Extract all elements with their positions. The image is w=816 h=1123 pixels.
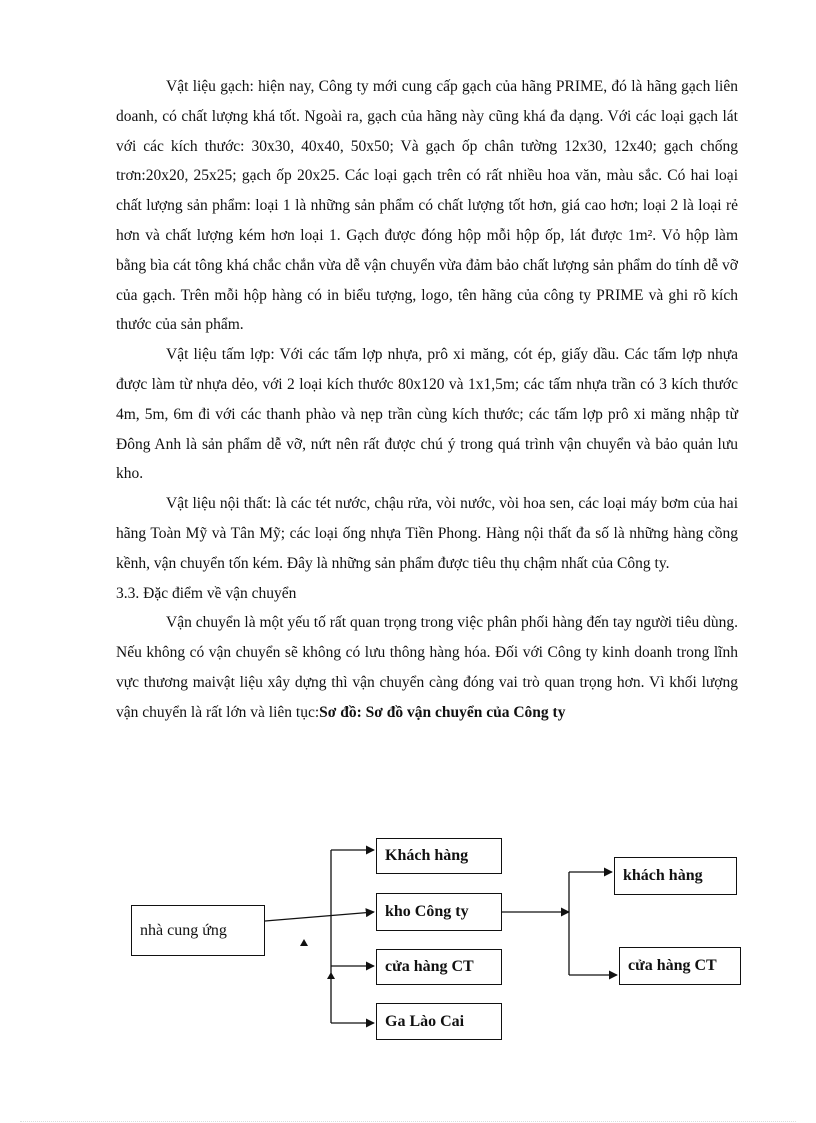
warehouse-box bbox=[376, 893, 502, 931]
supplier-label: nhà cung ứng bbox=[140, 921, 227, 939]
footer-divider bbox=[20, 1121, 796, 1122]
paragraph-tiles: Vật liệu gạch: hiện nay, Công ty mới cung cấp gạch của hãng PRIME, đó là hãng gạch liên doanh, có chất lượng khá tốt. Ngoài ra, gạch của hãng này cũng khá đa dạng. Với các loại gạch lát với các kích thước: 30x30, 40x40, 50x50; Và gạch ốp chân tường 12x30, 12x40; gạch chống trơn:20x20, 25x25; gạch ốp 20x25. Các loại gạch trên có rất nhiều hoa văn, màu sắc. Có hai loại chất lượng sản phẩm: loại 1 là những sản phẩm có chất lượng tốt hơn, giá cao hơn; loại 2 là loại rẻ hơn và chất lượng kém hơn loại 1. Gạch được đóng hộp mỗi hộp ốp, lát được 1m². Vỏ hộp làm bằng bìa cát tông khá chắc chắn vừa dễ vận chuyển vừa đảm bảo chất lượng sản phẩm do tính dễ vỡ của gạch. Trên mỗi hộp hàng có in biểu tượng, logo, tên hãng của công ty PRIME và ghi rõ kích thước của sản phẩm. bbox=[116, 78, 738, 334]
station-label: Ga Lào Cai bbox=[385, 1012, 465, 1030]
customer-label: Khách hàng bbox=[385, 847, 469, 864]
diagram-caption: Sơ đồ: Sơ đồ vận chuyển của Công ty bbox=[319, 703, 566, 721]
paragraph-interior: Vật liệu nội thất: là các tét nước, chậu rửa, vòi nước, vòi hoa sen, các loại máy bơm của hai hãng Toàn Mỹ và Tân Mỹ; các loại ống nhựa Tiền Phong. Hàng nội thất đa số là những hàng cồng kềnh, vận chuyển tốn kém. Đây là những sản phẩm được tiêu thụ chậm nhất của Công ty. bbox=[116, 495, 738, 572]
supplier-to-trunk-line bbox=[265, 912, 374, 921]
customer2-label: khách hàng bbox=[623, 867, 703, 884]
paragraph-roofing: Vật liệu tấm lợp: Với các tấm lợp nhựa, prô xi măng, cót ép, giấy dầu. Các tấm lợp nhựa được làm từ nhựa dẻo, với 2 loại kích thước 80x120 và 1x1,5m; các tấm nhựa trần có 3 kích thước 4m, 5m, 6m đi với các thanh phào và nẹp trần cùng kích thước; các tấm lợp prô xi măng nhập từ Đông Anh là sản phẩm dễ vỡ, nứt nên rất được chú ý trong quá trình vận chuyển và bảo quản lưu kho. bbox=[116, 346, 738, 483]
section-heading: 3.3. Đặc điểm về vận chuyển bbox=[116, 584, 297, 602]
customer-box bbox=[376, 838, 502, 874]
customer2-box bbox=[614, 857, 737, 895]
store2-box bbox=[619, 947, 741, 985]
warehouse-label: kho Công ty bbox=[385, 903, 469, 920]
store2-label: cửa hàng CT bbox=[628, 957, 717, 974]
transport-text: Vận chuyển là một yếu tố rất quan trọng trong việc phân phối hàng đến tay người tiêu dùng. Nếu không có vận chuyển sẽ không có lưu thông hàng hóa. Đối với Công ty kinh doanh trong lĩnh vực thương maivật liệu xây dựng thì vận chuyển càng đóng vai trò quan trọng hơn. Vì khối lượng vận chuyển là rất lớn và liên tục: bbox=[116, 614, 738, 721]
store-label: cửa hàng CT bbox=[385, 958, 474, 975]
store-box bbox=[376, 949, 502, 985]
small-up-arrow bbox=[300, 939, 308, 946]
supplier-box bbox=[131, 905, 265, 956]
station-box bbox=[376, 1003, 502, 1040]
small-up-arrow-2 bbox=[327, 972, 335, 979]
